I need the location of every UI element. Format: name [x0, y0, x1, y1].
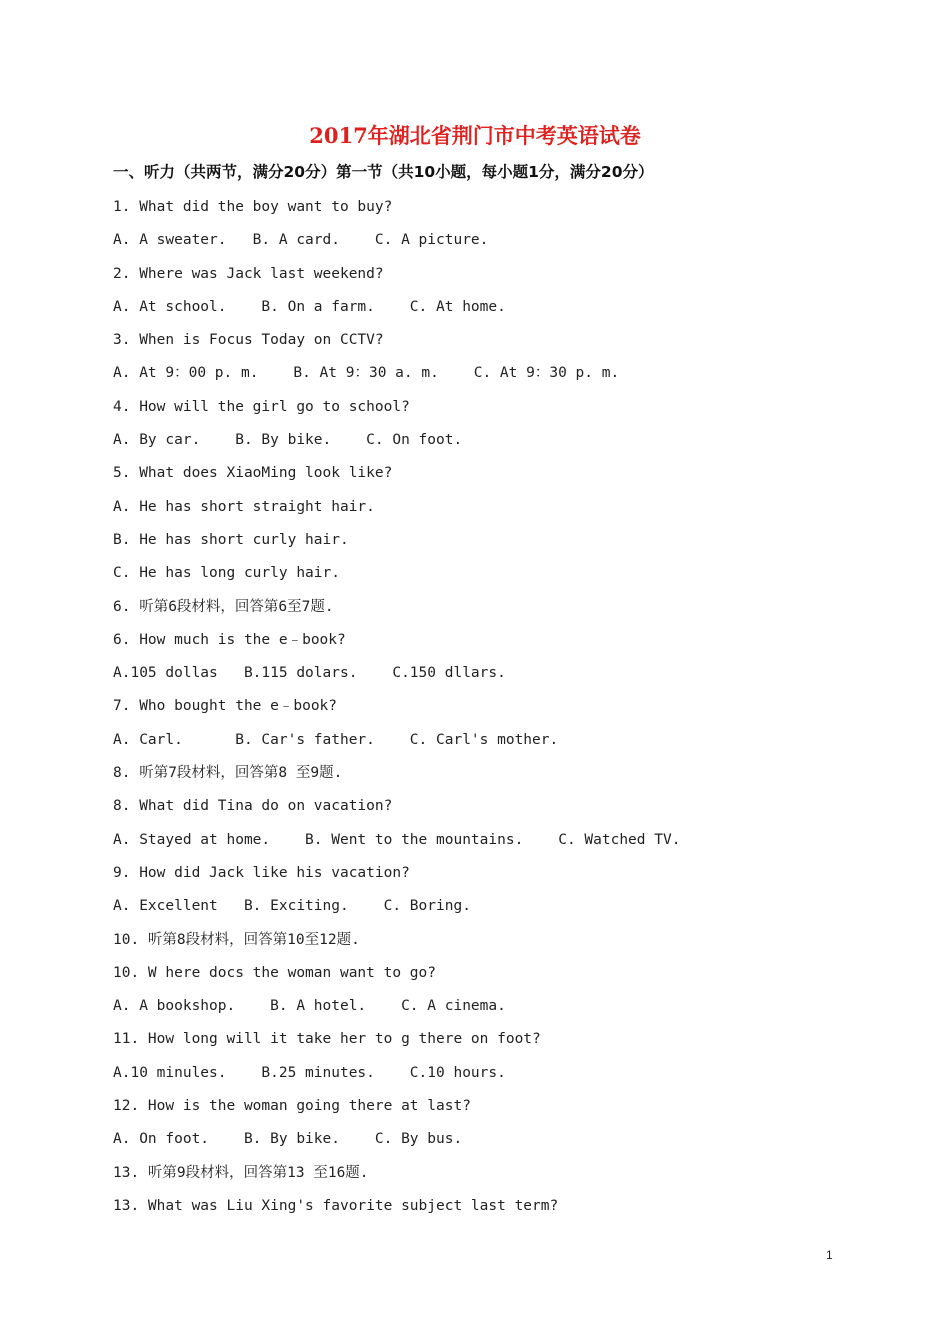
answer-options: A.105 dollas B.115 dolars. C.150 dllars. — [113, 665, 506, 682]
question-text: 10. W here docs the woman want to go? — [113, 964, 437, 981]
listening-instruction: 10. 听第8段材料，回答第10至12题. — [113, 931, 360, 948]
answer-option: A. He has short straight hair. — [113, 498, 375, 515]
page-title: 2017年湖北省荆门市中考英语试卷 — [309, 123, 641, 148]
answer-options: A. At school. B. On a farm. C. At home. — [113, 298, 506, 315]
page-number: 1 — [826, 1248, 833, 1262]
answer-options: A. By car. B. By bike. C. On foot. — [113, 432, 463, 449]
answer-options: A. On foot. B. By bike. C. By bus. — [113, 1131, 463, 1148]
question-text: 7. Who bought the e﹣book? — [113, 698, 338, 715]
answer-option: C. He has long curly hair. — [113, 565, 340, 582]
answer-options: A. Carl. B. Car's father. C. Carl's mother. — [113, 731, 559, 748]
question-text: 2. Where was Jack last weekend? — [113, 265, 384, 282]
question-text: 13. What was Liu Xing's favorite subject last term? — [113, 1197, 559, 1214]
question-text: 12. How is the woman going there at last? — [113, 1098, 471, 1115]
listening-instruction: 13. 听第9段材料，回答第13 至16题. — [113, 1164, 369, 1181]
answer-options: A. Excellent B. Exciting. C. Boring. — [113, 898, 471, 915]
answer-options: A.10 minules. B.25 minutes. C.10 hours. — [113, 1064, 506, 1081]
question-list — [113, 195, 873, 1227]
answer-options: A. A sweater. B. A card. C. A picture. — [113, 232, 489, 249]
question-text: 8. What did Tina do on vacation? — [113, 798, 393, 815]
section-heading: 一、听力（共两节，满分20分）第一节（共10小题，每小题1分，满分20分） — [113, 163, 654, 181]
question-text: 5. What does XiaoMing look like? — [113, 465, 393, 482]
question-text: 4. How will the girl go to school? — [113, 398, 410, 415]
question-text: 3. When is Focus Today on CCTV? — [113, 332, 384, 349]
answer-options: A. At 9：00 p. m. B. At 9：30 a. m. C. At 9：30 p. m. — [113, 365, 620, 382]
answer-options: A. Stayed at home. B. Went to the mountains. C. Watched TV. — [113, 831, 681, 848]
listening-instruction: 8. 听第7段材料，回答第8 至9题. — [113, 765, 343, 782]
question-text: 6. How much is the e﹣book? — [113, 631, 346, 648]
answer-option: B. He has short curly hair. — [113, 531, 349, 548]
question-text: 9. How did Jack like his vacation? — [113, 864, 410, 881]
question-text: 11. How long will it take her to g there on foot? — [113, 1031, 541, 1048]
listening-instruction: 6. 听第6段材料，回答第6至7题. — [113, 598, 334, 615]
answer-options: A. A bookshop. B. A hotel. C. A cinema. — [113, 998, 506, 1015]
question-text: 1. What did the boy want to buy? — [113, 199, 393, 215]
